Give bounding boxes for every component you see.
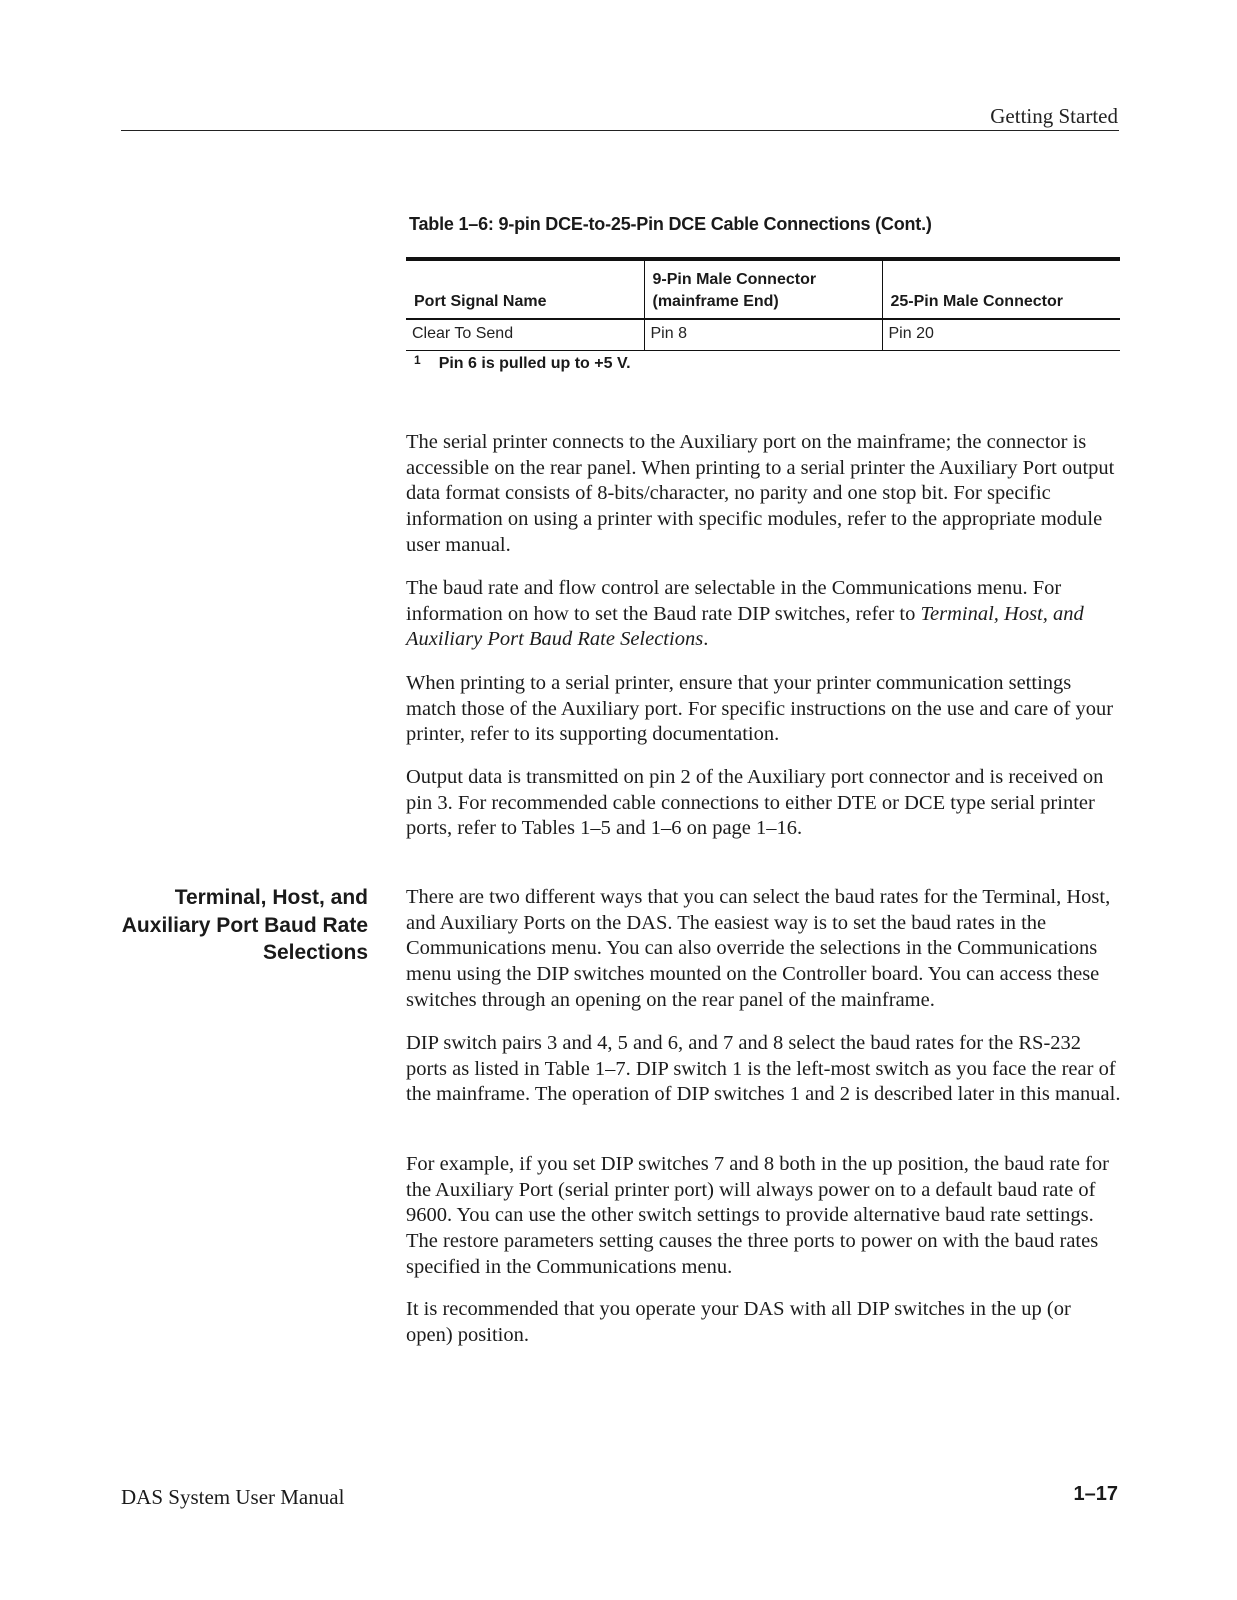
footnote-text: Pin 6 is pulled up to +5 V. — [438, 355, 631, 372]
cable-connections-table — [406, 257, 1120, 351]
table-footnote — [414, 355, 631, 373]
column-header-9-pin — [644, 259, 882, 319]
column-header-9-pin-line1: 9-Pin Male Connector — [652, 271, 817, 288]
body-paragraph-3: When printing to a serial printer, ensure that your printer communication settings match those of the Auxiliary port. For specific instructions on the use and care of your printer, refer to its supporting documentation. — [406, 672, 1114, 746]
section-heading-line2: Auxiliary Port Baud Rate — [121, 913, 368, 937]
footer-manual-title: DAS System User Manual — [121, 1485, 345, 1509]
body-paragraph-2-text: The baud rate and flow control are selectable in the Communications menu. For information on how to set the Baud rate DIP switches, refer to — [406, 577, 1062, 625]
table-caption: Table 1–6: 9-pin DCE-to-25-Pin DCE Cable Connections (Cont.) — [409, 214, 932, 234]
table-cell-signal: Clear To Send — [406, 319, 644, 351]
column-header-port-signal: Port Signal Name — [414, 293, 547, 310]
section-paragraph-1: There are two different ways that you can select the baud rates for the Terminal, Host, and Auxiliary Ports on the DAS. The easiest way is to set the baud rates in the Communications menu. You can also override the selections in the Communications menu using the DIP switches mounted on the Controller board. You can access these switches through an opening on the rear panel of the mainframe. — [406, 886, 1111, 1011]
table-header-row — [406, 259, 1120, 319]
table-row — [406, 319, 1120, 351]
column-header-25-pin: 25-Pin Male Connector — [882, 259, 1120, 319]
column-header-9-pin-line2: (mainframe End) — [652, 293, 779, 310]
header-rule — [121, 130, 1119, 131]
section-heading-line3: Selections — [262, 941, 368, 964]
section-heading — [68, 884, 368, 967]
section-paragraph-3: For example, if you set DIP switches 7 and 8 both in the up position, the baud rate for the Auxiliary Port (serial printer port) will always power on to a default baud rate of 9600. You can use the other switch settings to provide alternative baud rate settings. The restore parameters setting causes the three ports to power on with the baud rates specified in the Communications menu. — [406, 1153, 1109, 1278]
section-paragraph-4: It is recommended that you operate your DAS with all DIP switches in the up (or open) position. — [406, 1298, 1071, 1346]
body-paragraph-1: The serial printer connects to the Auxiliary port on the mainframe; the connector is accessible on the rear panel. When printing to a serial printer the Auxiliary Port output data format consists of 8-bits/character, no parity and one stop bit. For specific information on using a printer with specific modules, refer to the appropriate module user manual. — [406, 431, 1115, 556]
section-heading-line1: Terminal, Host, and — [174, 886, 368, 909]
body-paragraph-2 — [406, 576, 1122, 653]
table-cell-25-pin: Pin 20 — [882, 319, 1120, 351]
table-cell-9-pin: Pin 8 — [644, 319, 882, 351]
running-header: Getting Started — [990, 104, 1118, 128]
page-number: 1–17 — [1073, 1483, 1118, 1505]
footnote-marker: 1 — [414, 353, 421, 367]
body-paragraph-4: Output data is transmitted on pin 2 of the Auxiliary port connector and is received on pin 3. For recommended cable connections to either DTE or DCE type serial printer ports, refer to Tables 1–5 and 1–6 on page 1–16. — [406, 766, 1104, 840]
section-paragraph-2: DIP switch pairs 3 and 4, 5 and 6, and 7 and 8 select the baud rates for the RS-232 ports as listed in Table 1–7. DIP switch 1 is the left-most switch as you face the rear of the mainframe. The operation of DIP switches 1 and 2 is described later in this manual. — [406, 1032, 1121, 1106]
section-cross-reference: Terminal, Host, and Auxiliary Port Baud Rate Selections — [406, 602, 1084, 651]
body-paragraph-2-end: . — [703, 628, 709, 651]
